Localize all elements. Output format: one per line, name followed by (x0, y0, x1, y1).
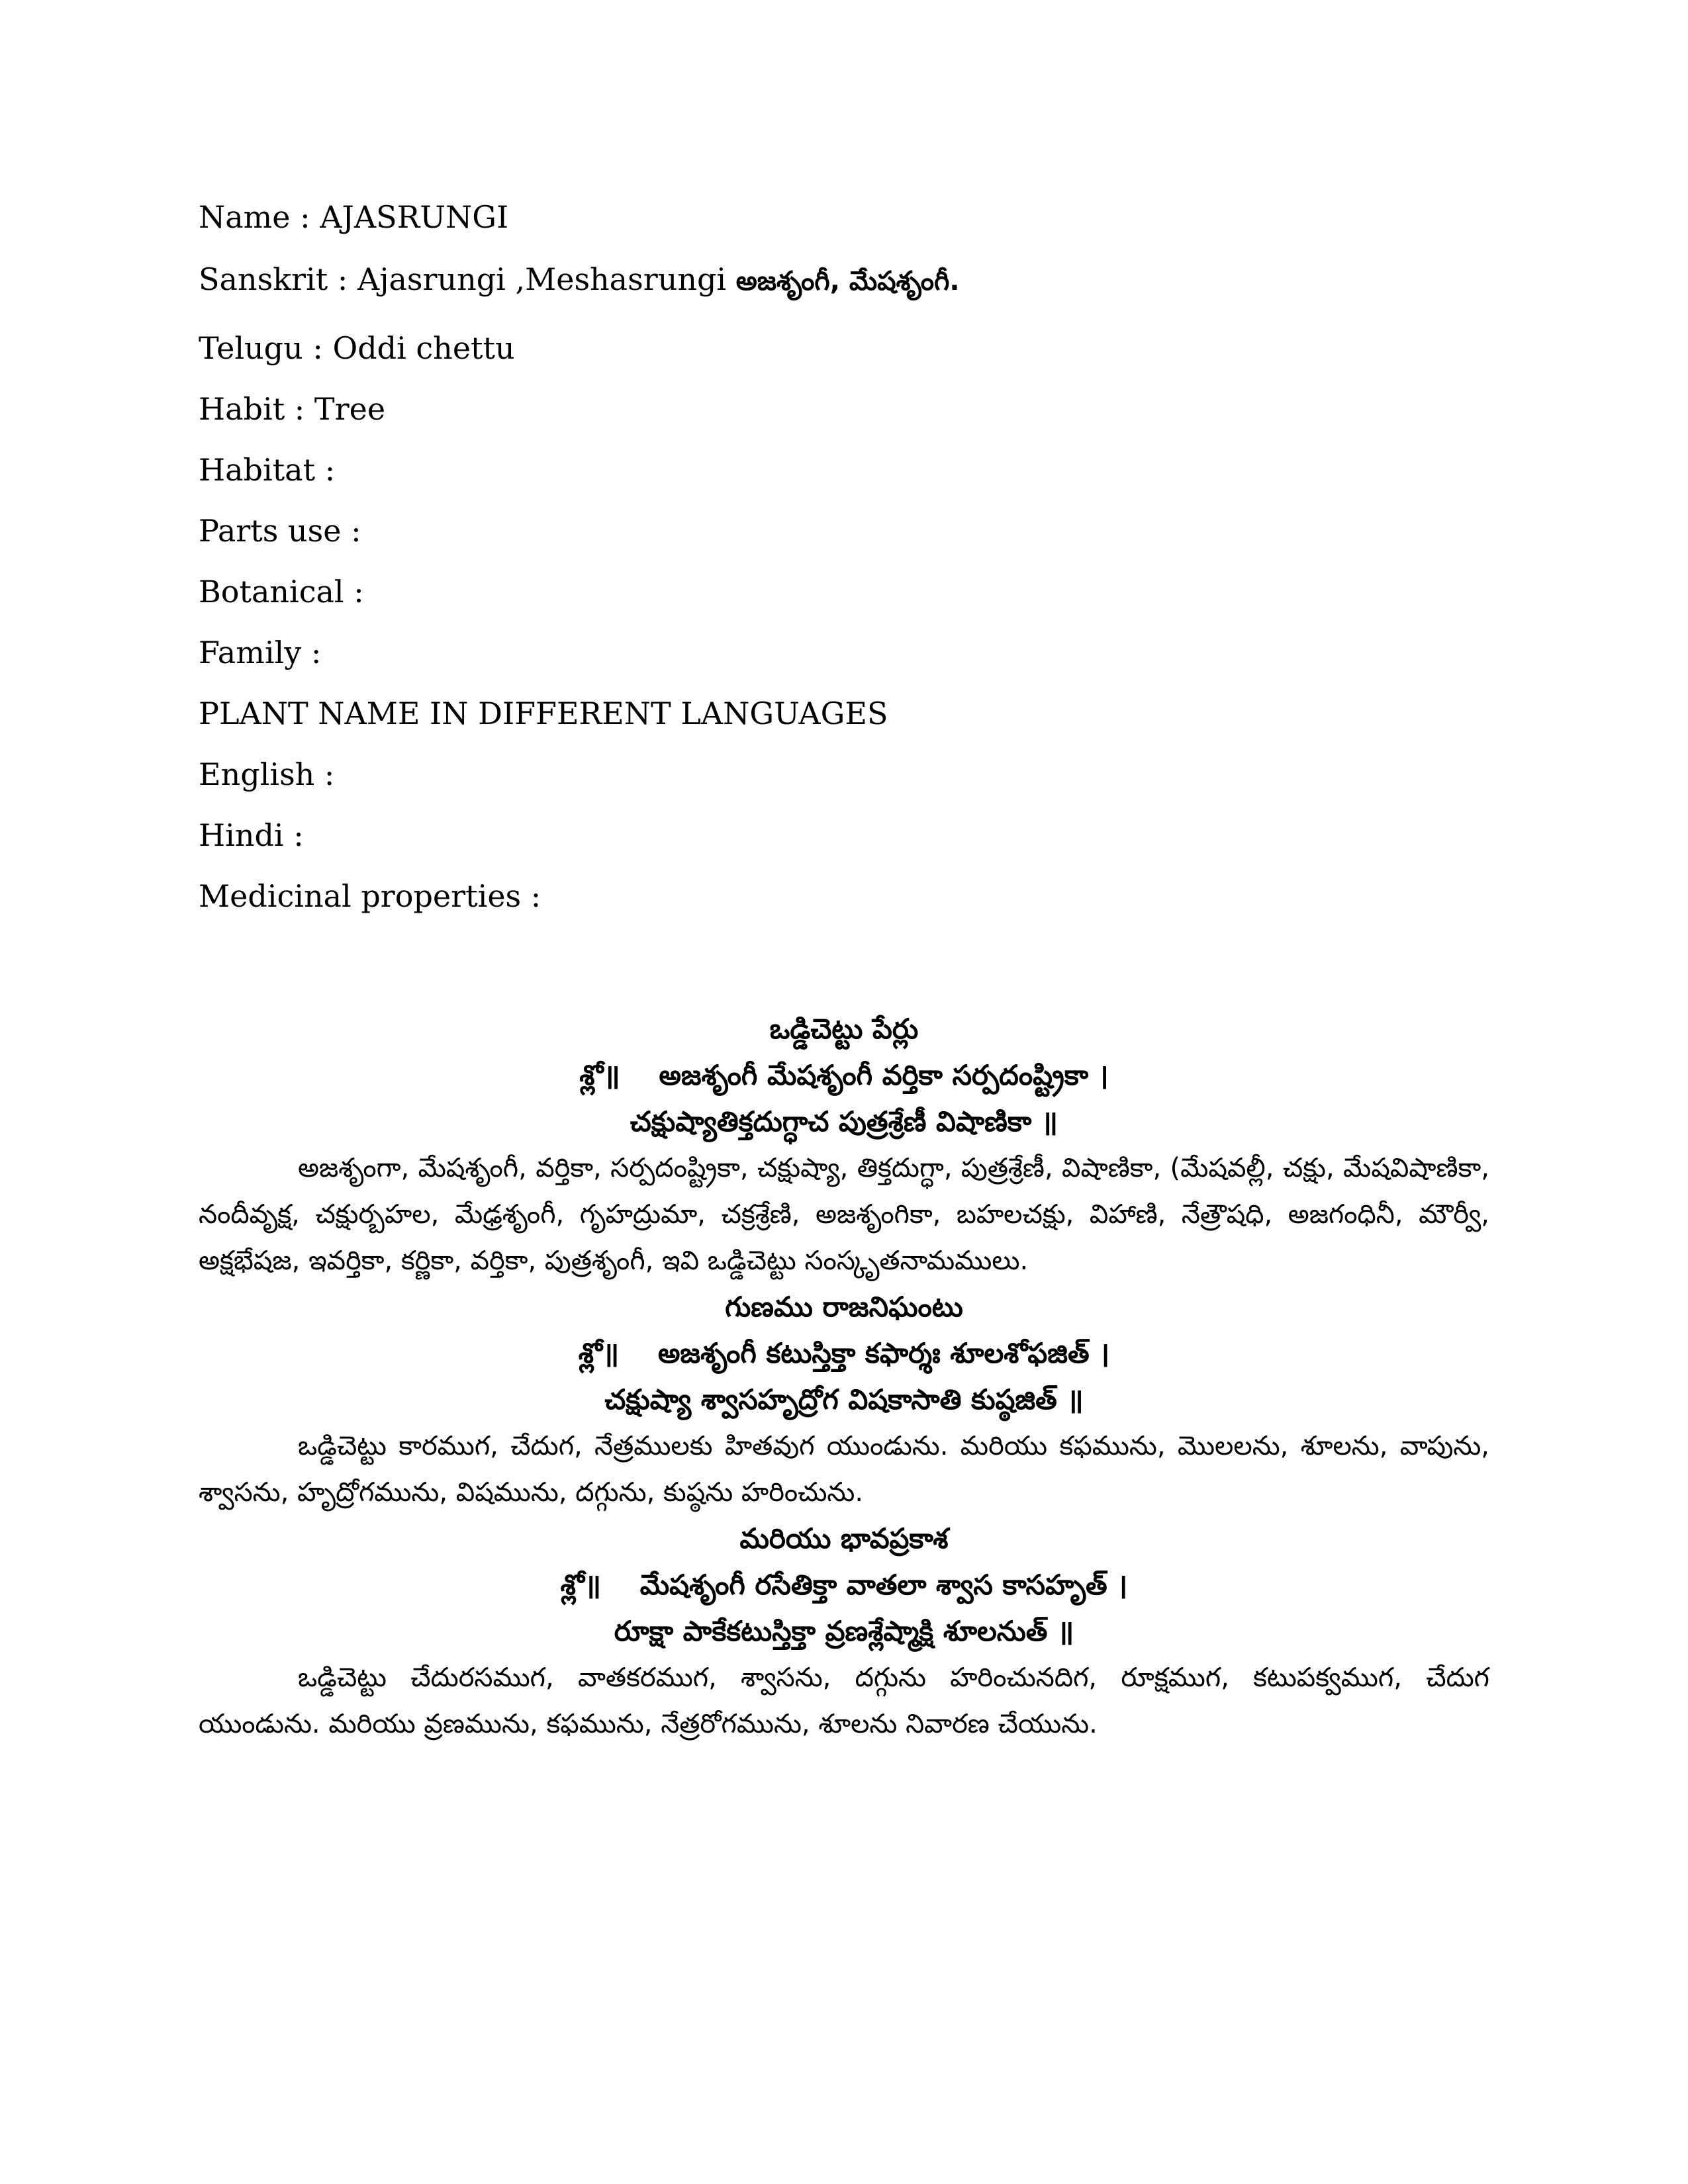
verse-line (199, 1608, 1489, 1655)
section-heading-names: ఒడ్డిచెట్టు పేర్లు (769, 1013, 919, 1045)
name-field: Name : AJASRUNGI (199, 199, 509, 235)
verse-marker: శ్లో॥ (578, 1337, 620, 1369)
sanskrit-telugu-names: అజశృంగీ, మేషశృంగీ. (735, 266, 960, 296)
verse-marker: శ్లో॥ (560, 1569, 602, 1601)
commentary-paragraph: ఒడ్డిచెట్టు చేదురసముగ, వాతకరముగ, శ్వాసను, దగ్గును హరించునదిగ, రూక్షముగ, కటుపక్వముగ, చేదుగ యుండును. మరియు వ్రణమును, కఫమును, నేత్రరోగమును, శూలను నివారణ చేయును. (199, 1662, 1489, 1739)
verse-line (199, 1330, 1489, 1377)
verse-text: రూక్షా పాకేకటుస్తిక్తా వ్రణశ్లేష్మాక్షి శూలనుత్ ॥ (614, 1615, 1074, 1647)
verse-text: అజశృంగీ మేషశృంగీ వర్తికా సర్పదంష్ట్రికా । (659, 1059, 1109, 1091)
verse-line (199, 1052, 1489, 1099)
sanskrit-label: Sanskrit : Ajasrungi ,Meshasrungi (199, 261, 736, 297)
verse-line (199, 1377, 1489, 1423)
verse-line (199, 1099, 1489, 1145)
hindi-field: Hindi : (199, 817, 304, 853)
english-field: English : (199, 756, 335, 792)
parts-use-field: Parts use : (199, 513, 361, 549)
botanical-field: Botanical : (199, 574, 364, 610)
family-field: Family : (199, 635, 322, 670)
sanskrit-field (199, 261, 960, 300)
section-heading-bhavaprakasha: మరియు భావప్రకాశ (739, 1522, 949, 1555)
telugu-field: Telugu : Oddi chettu (199, 330, 515, 366)
section-heading-properties: గుణము రాజనిఘంటు (725, 1291, 963, 1323)
commentary-paragraph: ఒడ్డిచెట్టు కారముగ, చేదుగ, నేత్రములకు హితవుగ యుండును. మరియు కఫమును, మొలలను, శూలను, వాపును, శ్వాసను, హృద్రోగమును, విషమును, దగ్గును, కుష్ఠను హరించును. (199, 1431, 1489, 1508)
habitat-field: Habitat : (199, 452, 336, 488)
telugu-commentary (199, 1006, 1489, 1747)
verse-line (199, 1562, 1489, 1608)
habit-field: Habit : Tree (199, 391, 386, 427)
medicinal-properties-field: Medicinal properties : (199, 878, 541, 914)
verse-text: అజశృంగీ కటుస్తిక్తా కఫార్శః శూలశోఫజిత్ । (657, 1337, 1110, 1369)
verse-text: చక్షుష్యాతిక్తదుగ్ధాచ పుత్రశ్రేణీ విషాణికా ॥ (630, 1105, 1058, 1138)
verse-text: మేషశృంగీ రసేతిక్తా వాతలా శ్వాస కాసహృత్ । (639, 1569, 1128, 1601)
verse-marker: శ్లో॥ (579, 1059, 620, 1091)
commentary-paragraph: అజశృంగా, మేషశృంగీ, వర్తికా, సర్పదంష్ట్రికా, చక్షుష్యా, తిక్తదుగ్ధా, పుత్రశ్రేణీ, విషాణికా, (మేషవల్లీ, చక్షు, మేషవిషాణికా, నందీవృక్ష, చక్షుర్బహల, మేఢ్రశృంగీ, గృహద్రుమా, చక్రశ్రేణి, అజశృంగికా, బహలచక్షు, విహాణి, నేత్రౌషధి, అజగంధినీ, మౌర్వీ, అక్షభేషజ, ఇవర్తికా, కర్ణికా, వర్తికా, పుత్రశృంగీ, ఇవి ఒడ్డిచెట్టు సంస్కృతనామములు. (199, 1153, 1489, 1276)
plant-names-heading: PLANT NAME IN DIFFERENT LANGUAGES (199, 696, 888, 731)
verse-text: చక్షుష్యా శ్వాసహృద్రోగ విషకాసాతి కుష్ఠజిత్ ॥ (604, 1383, 1084, 1416)
